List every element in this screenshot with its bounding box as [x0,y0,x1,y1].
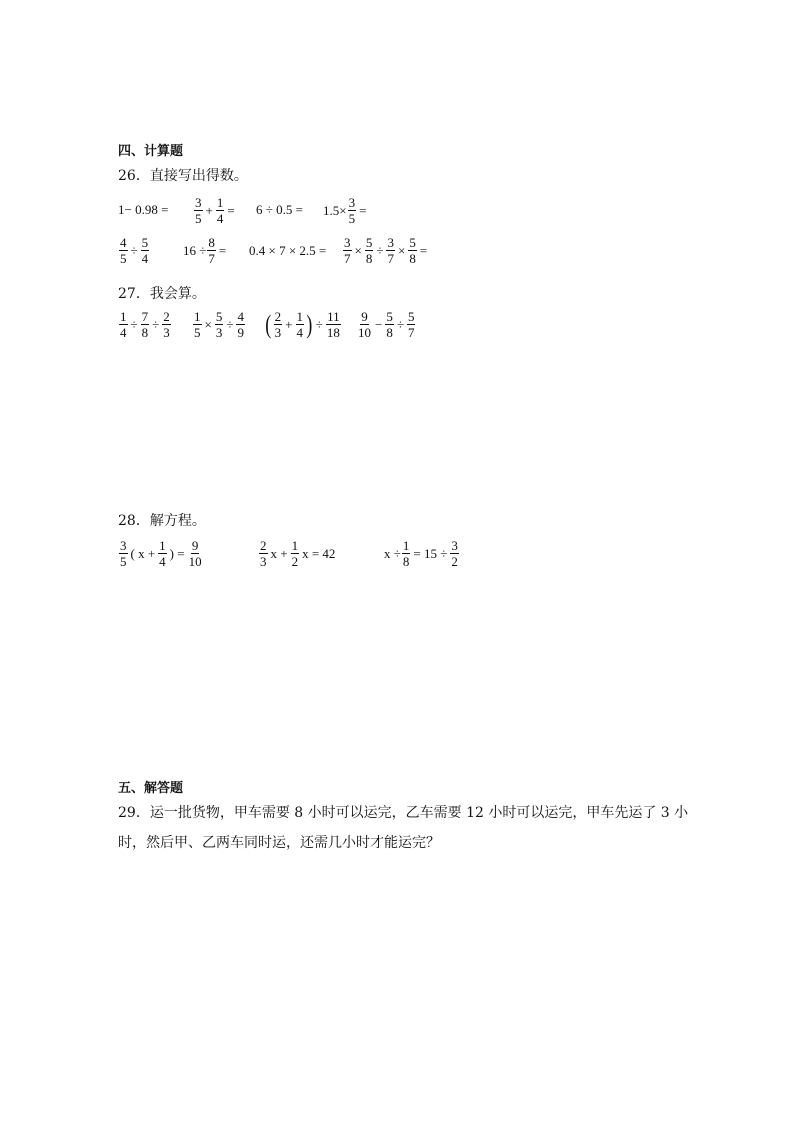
q28-e2: $\frac{2}{3}$ x + $\frac{1}{2}$ x = 42 [260,538,336,569]
fraction: $\frac{1}{4}$ [120,309,127,340]
fraction: $\frac{3}{5}$ [348,195,356,226]
fraction: $\frac{5}{8}$ [386,309,393,340]
q27-prompt: 27．我会算。 [118,286,206,302]
q26-r1-e4: 1.5× $\frac{3}{5}$ = [323,195,367,226]
q27-e3: ( $\frac{2}{3}$ + $\frac{1}{4}$ ) ÷ $\frac{11}{18}$ [265,309,340,340]
fraction: $\frac{2}{3}$ [163,309,170,340]
section-4-title: 四、计算题 [118,144,184,159]
expr-text: 0.4 × 7 × 2.5 = [249,243,327,258]
fraction: $\frac{5}{8}$ [365,235,373,266]
fraction: $\frac{1}{5}$ [194,309,201,340]
q28-prompt: 28．解方程。 [118,513,206,529]
fraction: $\frac{5}{7}$ [407,309,415,340]
q26-r2-e4: $\frac{3}{7}$ × $\frac{5}{8}$ ÷ $\frac{3}{7}$ × $\frac{5}{8}$ = [344,235,428,266]
fraction: $\frac{5}{4}$ [141,235,149,266]
fraction: $\frac{7}{8}$ [141,309,149,340]
expr-text: 1− 0.98 = [118,202,169,217]
fraction: $\frac{1}{4}$ [296,309,304,340]
q29-line1: 29．运一批货物，甲车需要 8 小时可以运完，乙车需要 12 小时可以运完，甲车先运了 3 小 [118,805,689,821]
fraction: $\frac{2}{3}$ [260,538,267,569]
fraction: $\frac{3}{2}$ [451,538,458,569]
fraction: $\frac{1}{4}$ [159,538,166,569]
fraction: $\frac{8}{7}$ [208,235,215,266]
fraction: $\frac{5}{8}$ [409,235,416,266]
section-5-title: 五、解答题 [118,781,184,796]
q28-e1: $\frac{3}{5}$ ( x + $\frac{1}{4}$ ) = $\frac{9}{10}$ [120,538,202,569]
fraction: $\frac{3}{7}$ [344,235,351,266]
fraction: $\frac{3}{7}$ [387,235,394,266]
fraction: $\frac{9}{10}$ [358,309,371,340]
fraction: $\frac{1}{8}$ [402,538,410,569]
q26-r1-e1 [118,202,168,218]
q29-line2: 时，然后甲、乙两车同时运，还需几小时才能运完？ [118,835,440,851]
q26-r2-e3 [249,243,326,259]
fraction: $\frac{4}{5}$ [120,235,127,266]
q26-r2-e2: 16 ÷ $\frac{8}{7}$ = [183,235,227,266]
fraction: $\frac{1}{4}$ [216,195,224,226]
q26-r2-e1: $\frac{4}{5}$ ÷ $\frac{5}{4}$ [120,235,149,266]
fraction: $\frac{2}{3}$ [274,309,282,340]
q26-r1-e2: $\frac{3}{5}$ + $\frac{1}{4}$ = [195,195,235,226]
q26-r1-e3 [256,202,303,218]
q27-e4: $\frac{9}{10}$ − $\frac{5}{8}$ ÷ $\frac{5}{7}$ [358,309,415,340]
q26-prompt: 26．直接写出得数。 [118,168,248,184]
fraction: $\frac{5}{3}$ [215,309,223,340]
fraction: $\frac{11}{18}$ [326,309,340,340]
fraction: $\frac{3}{5}$ [120,538,127,569]
fraction: $\frac{9}{10}$ [188,538,202,569]
fraction: $\frac{1}{2}$ [291,538,299,569]
expr-text: 6 ÷ 0.5 = [256,202,303,217]
q28-e3: x ÷ $\frac{1}{8}$ = 15 ÷ $\frac{3}{2}$ [384,538,458,569]
q27-e2: $\frac{1}{5}$ × $\frac{5}{3}$ ÷ $\frac{4}{9}$ [194,309,244,340]
q27-e1: $\frac{1}{4}$ ÷ $\frac{7}{8}$ ÷ $\frac{2}{3}$ [120,309,170,340]
fraction: $\frac{3}{5}$ [195,195,202,226]
fraction: $\frac{4}{9}$ [237,309,244,340]
